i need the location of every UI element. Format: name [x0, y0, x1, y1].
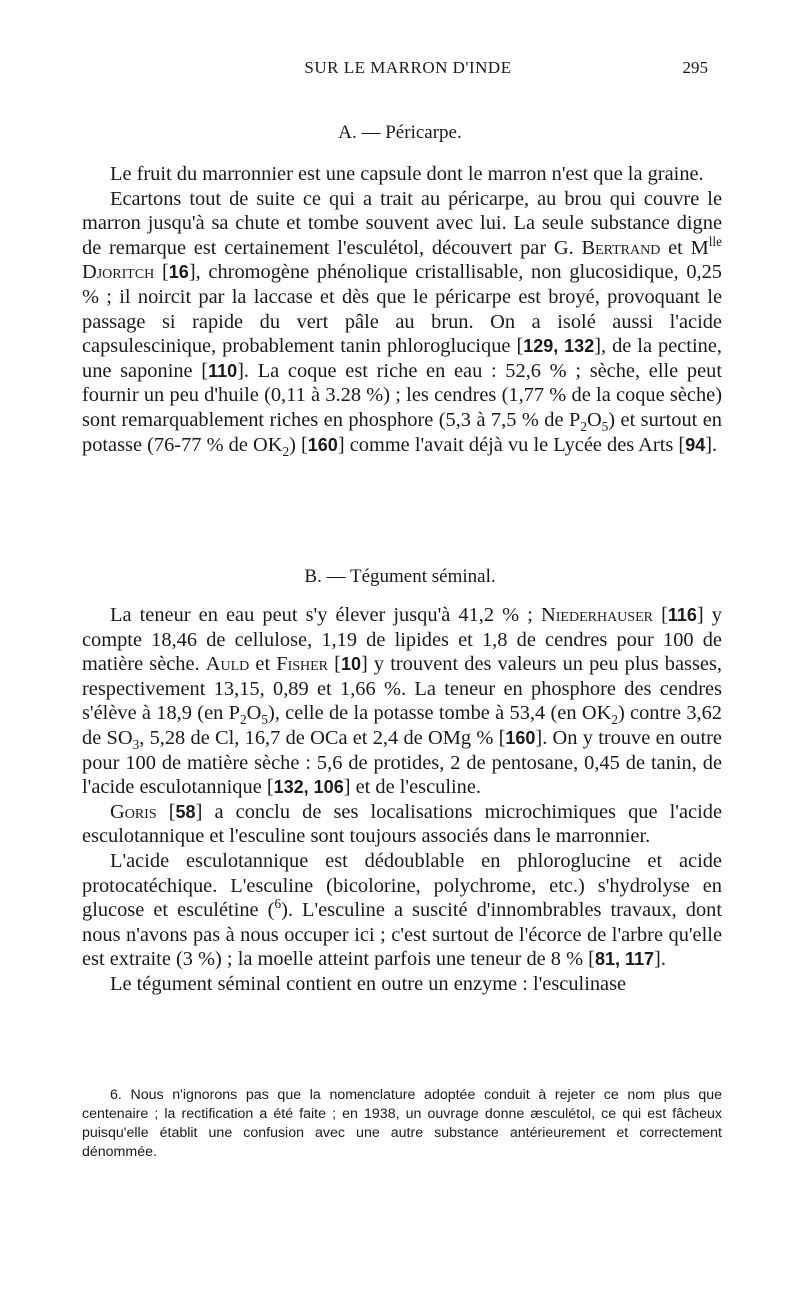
page-header	[108, 58, 708, 84]
reference: 132, 106	[273, 777, 344, 798]
reference: 10	[340, 654, 361, 675]
reference: 58	[175, 801, 196, 822]
footnote-text: 6. Nous n'ignorons pas que la nomenclature adoptée conduit à rejeter ce nom plus que centenaire ; la rectification a été faite ; en 1938, un ouvrage donne æsculétol, ce qui est fâcheux puisqu'elle établit une confusion avec une autre substance antérieurement et correctement dénommée.	[82, 1087, 722, 1160]
author-name: Goris	[110, 800, 157, 823]
page-number: 295	[682, 58, 708, 77]
running-title: SUR LE MARRON D'INDE	[304, 58, 512, 77]
section-b-body	[82, 603, 722, 997]
reference: 16	[168, 262, 189, 283]
author-name: Niederhauser	[541, 604, 653, 626]
author-name: Djoritch	[82, 261, 155, 284]
section-heading-pericarpe: A. — Péricarpe.	[338, 122, 462, 143]
reference: 116	[667, 605, 697, 625]
paragraph: Ecartons tout de suite ce qui a trait au péricarpe, au brou qui couvre le marron jusqu'à sa chute et tombe souvent avec lui. La seule substance digne de remarque est certainement l'esculétol, découvert par G. Bertrand et $M^{lle}$ Djoritch [16], chromogène phénolique cristallisable, non glucosidique, 0,25 % ; il noircit par la laccase et dès que le péricarpe est broyé, provoquant le passage si rapide du vert pâle au brun. On a isolé aussi l'acide capsulescinique, probablement tanin phloroglucique [129, 132], de la pectine, une saponine [110]. La coque est riche en eau : 52,6 % ; sèche, elle peut fournir un peu d'huile (0,11 à 3.28 %) ; les cendres (1,77 % de la coque sèche) sont remarquablement riches en phosphore (5,3 à 7,5 % de $P_2O_5$) et surtout en potasse (76-77 % de $OK_2$) [160] comme l'avait déjà vu le Lycée des Arts [94].	[82, 187, 723, 459]
paragraph: L'acide esculotannique est dédoublable en phloroglucine et acide protocatéchique. L'esculine (bicolorine, polychrome, etc.) s'hydrolyse en glucose et esculétine ($^6$). L'esculine a suscité d'innombrables travaux, dont nous n'avons pas à nous occuper ici ; c'est surtout de l'écorce de l'arbre qu'elle est extraite (3 %) ; la moelle atteint parfois une teneur de 8 % [81, 117].	[82, 849, 723, 971]
paragraph: Goris [58] a conclu de ses localisations microchimiques que l'acide esculotannique et l'esculine sont toujours associés dans le marronnier.	[82, 800, 722, 848]
reference: 110	[208, 360, 238, 381]
reference: 160	[505, 727, 536, 748]
footnote	[82, 1086, 722, 1162]
paragraph: Le tégument séminal contient en outre un enzyme : l'esculinase	[110, 972, 627, 995]
author-name: Auld	[205, 653, 250, 676]
section-a-body	[82, 162, 722, 457]
author-name: Bertrand	[581, 236, 661, 259]
section-heading-tegument: B. — Tégument séminal.	[304, 566, 496, 587]
author-name: Fisher	[276, 653, 329, 676]
reference: 129, 132	[523, 336, 595, 357]
reference: 94	[685, 434, 706, 455]
reference: 160	[307, 434, 338, 455]
reference: 81, 117	[594, 949, 655, 970]
paragraph: La teneur en eau peut s'y élever jusqu'à 41,2 % ; Niederhauser [116] y compte 18,46 de cellulose, 1,19 de lipides et 1,8 de cendres pour 100 de matière sèche. Auld et Fisher [10] y trouvent des valeurs un peu plus basses, respectivement 13,15, 0,89 et 1,66 %. La teneur en phosphore des cendres s'élève à 18,9 (en $P_2O_5$), celle de la potasse tombe à 53,4 (en $OK_2$) contre 3,62 de $SO_3$, 5,28 de Cl, 16,7 de OCa et 2,4 de OMg % [160]. On y trouve en outre pour 100 de matière sèche : 5,6 de protides, 2 de pentosane, 0,45 de tanin, de l'acide esculotannique [132, 106] et de l'esculine.	[82, 604, 722, 799]
paragraph: Le fruit du marronnier est une capsule dont le marron n'est que la graine.	[110, 163, 704, 185]
footnote-marker: 6	[274, 896, 282, 912]
